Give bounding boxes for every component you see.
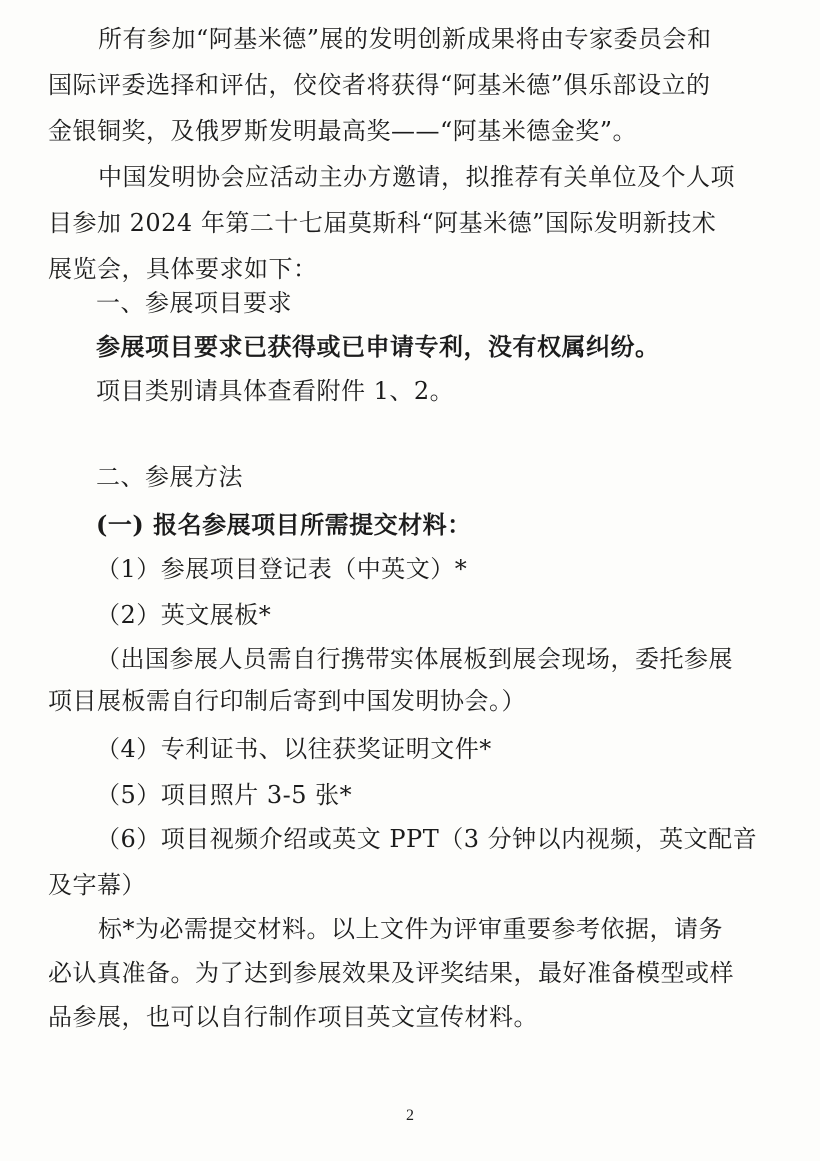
paragraph-line: 目参加 2024 年第二十七届莫斯科“阿基米德”国际发明新技术 <box>48 209 717 237</box>
paragraph-line: 金银铜奖，及俄罗斯发明最高奖——“阿基米德金奖”。 <box>48 117 638 145</box>
list-item: （5）项目照片 3-5 张* <box>96 781 353 809</box>
bold-requirement-line: 参展项目要求已获得或已申请专利，没有权属纠纷。 <box>96 332 660 361</box>
paragraph-line: 项目类别请具体查看附件 1、2。 <box>96 377 455 405</box>
list-item: （1）参展项目登记表（中英文）* <box>96 555 468 583</box>
list-item: （4）专利证书、以往获奖证明文件* <box>96 735 492 763</box>
paragraph-line: 标*为必需提交材料。以上文件为评审重要参考依据，请务 <box>98 915 723 943</box>
paragraph-line: 必认真准备。为了达到参展效果及评奖结果，最好准备模型或样 <box>48 959 734 987</box>
page-number: 2 <box>406 1107 414 1124</box>
paragraph-line: 所有参加“阿基米德”展的发明创新成果将由专家委员会和 <box>98 25 712 53</box>
paragraph-line: （出国参展人员需自行携带实体展板到展会现场，委托参展 <box>96 645 733 673</box>
paragraph-line: 及字幕） <box>48 871 146 899</box>
paragraph-line: 项目展板需自行印制后寄到中国发明协会。） <box>48 687 526 715</box>
paragraph-line: 展览会，具体要求如下： <box>48 255 318 283</box>
subsection-heading: (一) 报名参展项目所需提交材料： <box>96 510 472 539</box>
section-heading-1: 一、参展项目要求 <box>96 289 292 317</box>
paragraph-line: 品参展，也可以自行制作项目英文宣传材料。 <box>48 1003 538 1031</box>
list-item: （6）项目视频介绍或英文 PPT（3 分钟以内视频，英文配音 <box>96 825 758 853</box>
paragraph-line: 国际评委选择和评估，佼佼者将获得“阿基米德”俱乐部设立的 <box>48 71 711 99</box>
section-heading-2: 二、参展方法 <box>96 463 243 491</box>
list-item: （2）英文展板* <box>96 601 272 629</box>
paragraph-line: 中国发明协会应活动主办方邀请，拟推荐有关单位及个人项 <box>98 163 735 191</box>
